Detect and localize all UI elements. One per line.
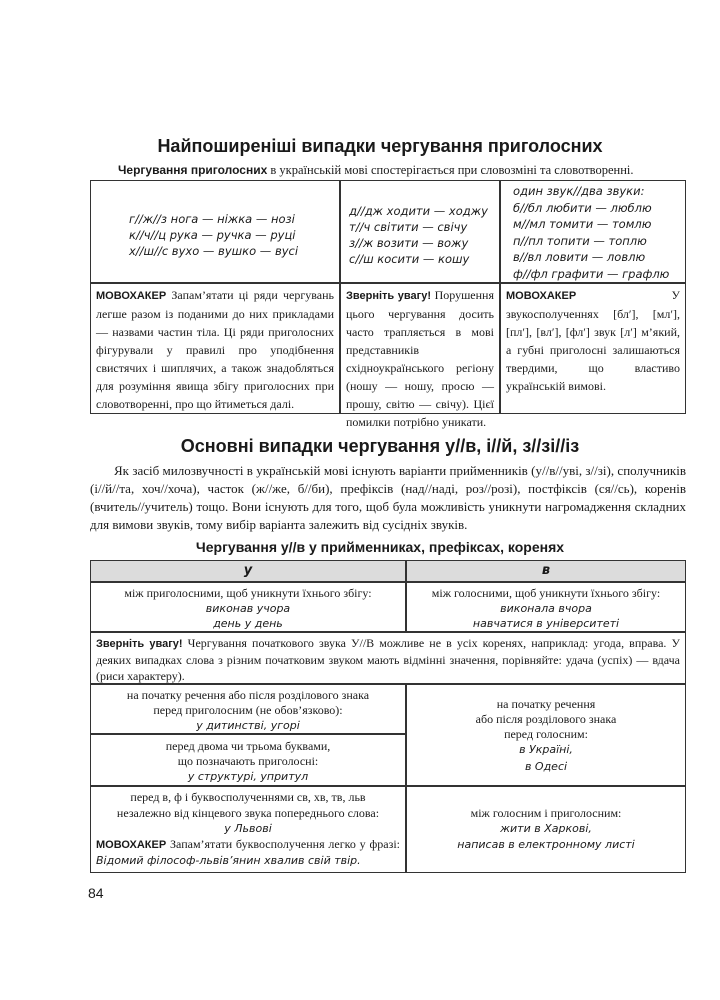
example-email: написав в електронному листі [457,838,635,851]
hack-text: Запам’ятати буквосполучення легко у фразі: [166,836,400,851]
attention-tag: Зверніть увагу! [346,290,432,302]
rule-between-consonants [90,582,406,632]
note-text: Чергування початкового звука У//В можливе не в усіх коренях, наприклад: угода, вправа. У деяких випадках слова з різним початковим звуком мають відмінні значення, порівняйте: удача (успіх) — вдача (риси характеру). [96,636,681,683]
example-day-by-day: день у день [213,617,283,630]
example-t-ch: т//ч світити — свічу [349,220,468,234]
mowhacker-tag: МОВОХАКЕР [96,838,167,851]
rule-text: на початку речення [496,697,596,711]
example-z-zh: з//ж возити — вожу [349,236,469,250]
example-g-zh-z: г//ж//з нога — ніжка — нозі [129,212,295,226]
note2-text: Порушення цього чергування досить часто трапляється в мові представників східноукраїнського регіону (ношу — ношу, просю — прошу, світю — свічу). Цієї помилки потрібно уникати. [346,288,494,429]
rule-before-v-f-clusters [90,786,406,873]
example-b-bl: б//бл любити — люблю [513,200,652,215]
intro-line [118,163,688,178]
rule-start-before-consonant [90,684,406,734]
rule-text: перед двома чи трьома буквами, [165,739,331,753]
example-s-sh: с//ш косити — кошу [349,252,470,266]
rule-text: або після розділового знака [475,712,617,726]
table1-note-mowhacker-2 [500,283,686,414]
mowhacker-tag: МОВОХАКЕР [96,290,167,302]
section-title-consonant-alternation: Найпоширеніші випадки чергування приголосних [157,136,603,156]
attention-tag: Зверніть увагу! [96,638,183,650]
table1-cell-labial [500,180,686,283]
euphony-paragraph: Як засіб милозвучності в українській мові існують варіанти прийменників (у//в//уві, з//зі), сполучників (і//й//та, хоч//хоча), часток (ж//же, б//би), префіксів (над//наді, роз//розі), постфіксів (ся//сь), коренів (вчитель//учитель) тощо. Вони існують для того, щоб була можливість уникнути нагромадження складних для вимови звуків, тому вибір варіанта залежить від сусідніх звуків. [90,463,686,532]
intro-rest: в українській мові спостерігається при словозміні та словотворенні. [267,163,634,177]
table1-cell-gkh [90,180,340,283]
rule-text: між голосними, щоб уникнути їхнього збігу: [431,586,661,600]
example-kharkiv: жити в Харкові, [500,822,592,835]
rule-text: між приголосними, щоб уникнути їхнього збігу: [124,586,372,600]
note1-text: Запам’ятати ці ряди чергувань легше разом із поданими до них прикладами — назвами частин тіла. Ці ряди приголосних фігурували у правилі про уподібнення свистячих і шиплячих, а також знадобляться для розуміння явища збігу приголосних при словотворенні, про що йтиметься далі. [96,288,334,411]
rule-between-vowels [406,582,686,632]
rule-start-before-vowel [406,684,686,786]
example-f-fl: ф//фл графити — графлю [513,266,670,281]
example-university: навчатися в університеті [472,617,620,630]
rule-text: перед голосним: [504,727,588,741]
rule-before-consonant-cluster [90,734,406,786]
u-v-attention-note [90,632,686,684]
example-ukraine: в Україні, [519,743,573,756]
table1-note-attention [340,283,500,429]
example-one-two-sounds: один звук//два звуки: [513,184,645,198]
example-k-ch-ts: к//ч//ц рука — ручка — руці [129,228,296,242]
example-p-pl: п//пл топити — топлю [513,233,647,248]
rule-text: між голосним і приголосним: [470,806,622,820]
rule-text: що позначають приголосні: [177,754,319,768]
header-v: в [406,560,686,582]
example-d-dzh: д//дж ходити — ходжу [349,204,488,218]
example-m-ml: м//мл томити — томлю [513,217,652,231]
example-structure: у структурі, упритул [187,770,309,783]
example-odesa: в Одесі [524,760,568,773]
example-yesterday: виконав учора [205,602,291,615]
page-number: 84 [88,885,104,901]
rule-text: незалежно від кінцевого звука попереднього слова: [116,805,380,820]
mnemonic-phrase: Відомий філософ-львів’янин хвалив свій твір. [96,854,361,867]
rule-text: на початку речення або після розділового знака [126,688,370,702]
example-childhood: у дитинстві, угорі [196,719,300,732]
table1-cell-dtzs [340,180,500,283]
example-did-yesterday: виконала вчора [500,602,592,615]
note3-text: У звукосполученнях [бл′], [мл′], [пл′], [вл′], [фл′] звук [л′] м’який, а губні приголосні залишаються твердими, що властиво українській вимові. [506,288,680,393]
intro-bold: Чергування приголосних [118,163,268,177]
example-v-vl: в//вл ловити — ловлю [513,250,646,264]
rule-between-vowel-and-consonant [406,786,686,873]
u-v-alternation-table [90,560,686,873]
mowhacker-tag: МОВОХАКЕР [506,290,577,302]
consonant-alternation-table [90,180,686,429]
header-u: у [90,560,406,582]
rule-text: перед приголосним (не обов’язково): [153,703,343,717]
example-kh-sh-s: х//ш//с вухо — вушко — вусі [129,244,299,258]
rule-text: перед в, ф і буквосполученнями св, хв, тв, льв [130,790,366,804]
table1-note-mowhacker-1 [90,283,340,414]
section-title-u-v-alternation: Основні випадки чергування у//в, і//й, з//зі//із [180,436,580,456]
subheading-u-v: Чергування у//в у прийменниках, префіксах, коренях [195,539,565,555]
example-lviv: у Львові [224,822,272,835]
